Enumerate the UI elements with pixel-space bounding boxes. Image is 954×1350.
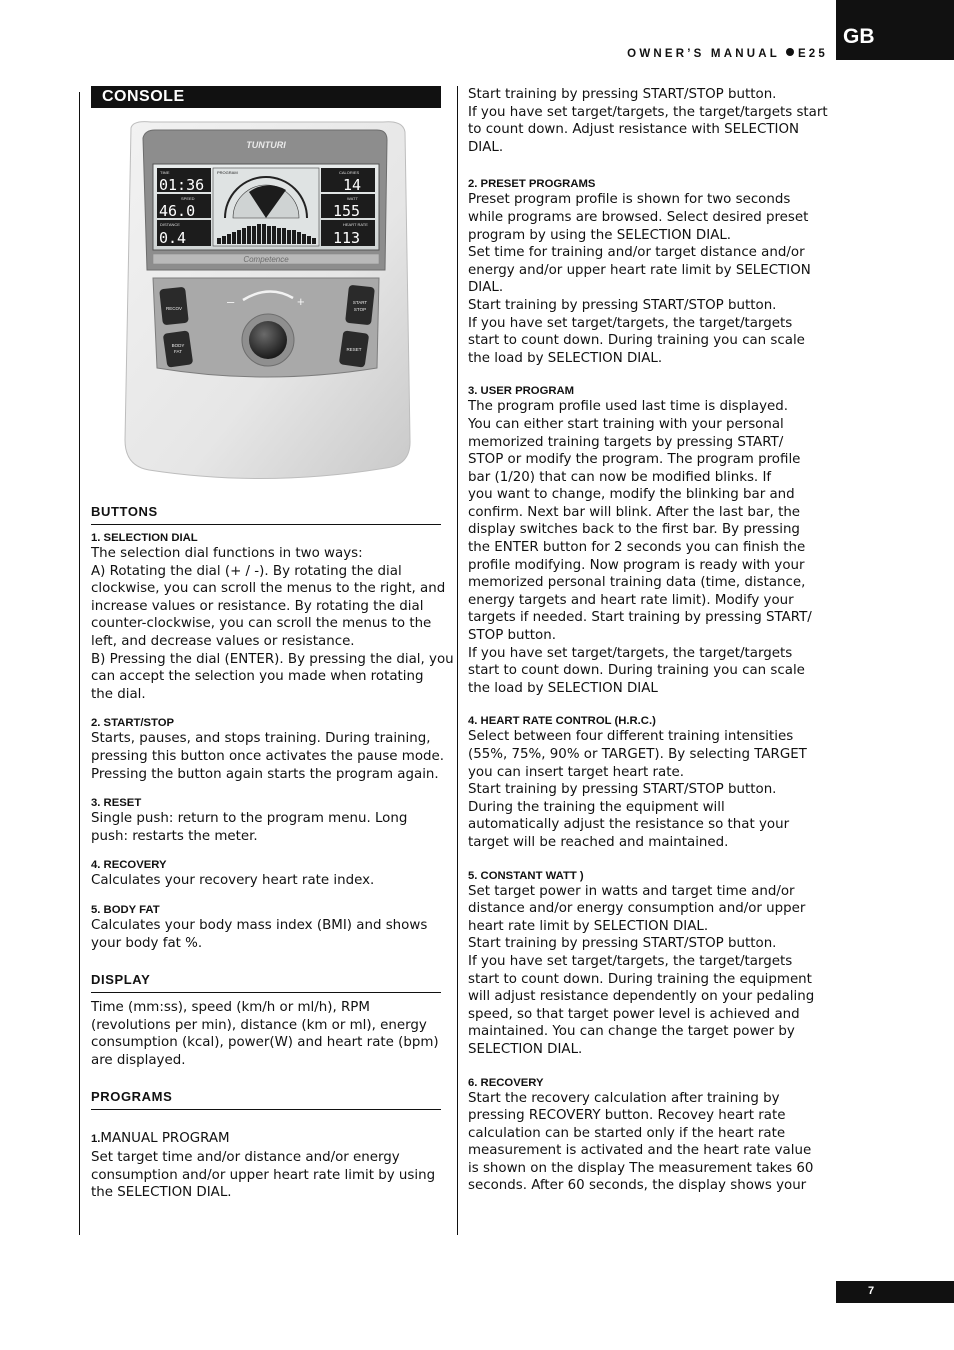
column-divider [457,86,458,1235]
hrc-heading: 4. HEART RATE CONTROL (H.R.C.) [468,715,656,728]
watt-label: WATT [347,196,358,201]
hrc-entry [468,714,820,851]
manual-title: OWNER’S MANUAL [627,48,780,60]
start-stop-heading: 2. START/STOP [91,717,175,730]
reset-heading: 3. RESET [91,797,142,810]
distance-value: 0.4 [159,229,187,247]
speed-value: 46.0 [159,202,196,220]
programs-heading: PROGRAMS [91,1089,441,1110]
svg-text:STOP: STOP [353,307,367,312]
program-label: PROGRAM [217,170,238,175]
start-stop-button[interactable] [345,285,375,326]
console-figure [121,120,411,482]
plus-icon: + [297,294,305,309]
preset-programs-heading: 2. PRESET PROGRAMS [468,178,596,191]
recovery-program-text: Start the recovery calculation after training by pressing RECOVERY button. Recovey heart rate calculation can be started only if the heart rate measurement is activated and the heart rate value is shown on the display The measurement takes 60 seconds. After 60 seconds, the display shows your [468,1090,814,1194]
bullet-icon [786,48,794,56]
svg-text:RECOV: RECOV [165,306,183,311]
distance-label: DISTANCE [160,222,180,227]
minus-icon: – [227,294,235,309]
preset-programs-text: Preset program profile is shown for two seconds while programs are browsed. Select desired preset program by using the SELECTION DIAL. Set time for training and/or target distance and/or energy and/or upper heart rate limit by SELECTION DIAL. Start training by pressing START/STOP button. If you have set target/targets, the target/targets start to count down. During training you can scale the load by SELECTION DIAL. [468,192,811,366]
manual-program-continued: Start training by pressing START/STOP button. If you have set target/targets, the target/targets start to count down. Adjust resistance with SELECTION DIAL. [468,87,828,155]
buttons-heading: BUTTONS [91,504,441,525]
svg-text:FAT: FAT [174,349,182,354]
recovery-heading: 4. RECOVERY [91,859,167,872]
user-program-text: The program profile used last time is displayed. You can either start training with your personal memorized training targets by pressing START/ STOP or modify the program. The program profile bar (1/20) that can now be modified blinks. If you want to change, modify the blinking bar and confirm. Next bar will blink. After the last bar, the display switches back to the first bar. By pressing the ENTER button for 2 seconds you can finish the profile modifying. Now program is ready with your memorized personal training data (time, distance, energy targets and heart rate limit). Modify your targets if needed. Start training by pressing START/ STOP button. If you have set target/targets, the target/targets start to count down. During training you can scale the load by SELECTION DIAL [468,399,812,696]
user-program-heading: 3. USER PROGRAM [468,385,575,398]
svg-text:RESET: RESET [346,347,362,352]
brand-logo: TUNTURI [246,140,286,150]
manual-header [627,48,828,60]
display-heading: DISPLAY [91,972,441,993]
svg-text:START: START [352,300,368,305]
user-program-entry [468,384,820,697]
page-number: 7 [836,1281,954,1303]
display-text: Time (mm:ss), speed (km/h or ml/h), RPM (revolutions per min), distance (km or ml), energy consumption (kcal), power(W) and heart rate (bpm) are displayed. [91,1000,439,1068]
recovery-entry [91,858,441,890]
left-column [91,86,454,1202]
recovery-text: Calculates your recovery heart rate index. [91,873,375,889]
left-margin-rule [79,92,80,1235]
heart-rate-label: HEART RATE [343,222,368,227]
time-value: 01:36 [159,176,205,194]
heart-rate-value: 113 [333,229,361,247]
display-section [91,972,441,1069]
calories-value: 14 [343,176,362,194]
selection-dial-heading: 1. SELECTION DIAL [91,532,198,544]
reset-entry [91,796,441,845]
buttons-section [91,504,454,952]
recov-button[interactable] [159,287,189,326]
model-name: E25 [797,48,828,60]
svg-text:BODY: BODY [171,343,185,348]
reset-button[interactable] [339,330,369,367]
hrc-text: Select between four different training intensities (55%, 75%, 90% or TARGET). By selecting TARGET you can insert target heart rate. Start training by pressing START/STOP button. During the training the equipment will automatically adjust the resistance so that your target will be reached and maintained. [468,729,807,850]
body-fat-entry [91,903,441,952]
speed-label: SPEED [181,196,195,201]
manual-program-text: 1.MANUAL PROGRAM Set target time and/or distance and/or energy consumption and/or upper heart rate limit by using the SELECTION DIAL. [91,1131,436,1201]
selection-dial[interactable] [242,314,294,366]
selection-dial-entry [91,531,454,703]
body-fat-heading: 5. BODY FAT [91,903,160,916]
calories-label: CALORIES [339,170,360,175]
preset-programs-entry [468,177,820,367]
manual-program-number: 1. [91,1133,101,1146]
language-tab: GB [836,0,954,60]
body-fat-button[interactable] [163,330,193,367]
constant-watt-text: Set target power in watts and target time and/or distance and/or energy consumption and/or upper heart rate limit by SELECTION DIAL. Start training by pressing START/STOP button. If you have set target/targets, the target/targets start to count down. During training the equipment will adjust resistance dependently on your pedaling speed, so that target power level is achieved and maintained. You can change the target power by SELECTION DIAL. [468,883,815,1057]
recovery-program-heading: 6. RECOVERY [468,1076,544,1089]
model-label: Competence [243,255,289,264]
start-stop-text: Starts, pauses, and stops training. During training, pressing this button once activates the pause mode. Pressing the button again starts the program again. [91,731,445,782]
console-heading: CONSOLE [91,86,441,108]
constant-watt-heading: 5. CONSTANT WATT ) [468,869,584,882]
body-fat-text: Calculates your body mass index (BMI) and shows your body fat %. [91,917,428,951]
programs-section [91,1089,441,1201]
time-label: TIME [160,170,170,175]
start-stop-entry [91,716,445,783]
watt-value: 155 [333,202,361,220]
reset-text: Single push: return to the program menu. Long push: restarts the meter. [91,811,408,844]
selection-dial-text: The selection dial functions in two ways: A) Rotating the dial (+ / -). By rotating the dial clockwise, you can scroll the menus to the right, and increase values or resistance. By rotating the dial counter-clockwise, you can scroll the menus to the left, and decrease values or resistance. B) Pressing the dial (ENTER). By pressing the dial, you can accept the selection you made when rotating the dial. [91,546,454,702]
constant-watt-entry [468,869,820,1059]
manual-program-title: MANUAL PROGRAM [100,1131,230,1147]
right-column [468,86,828,1195]
recovery-program-entry [468,1076,820,1196]
